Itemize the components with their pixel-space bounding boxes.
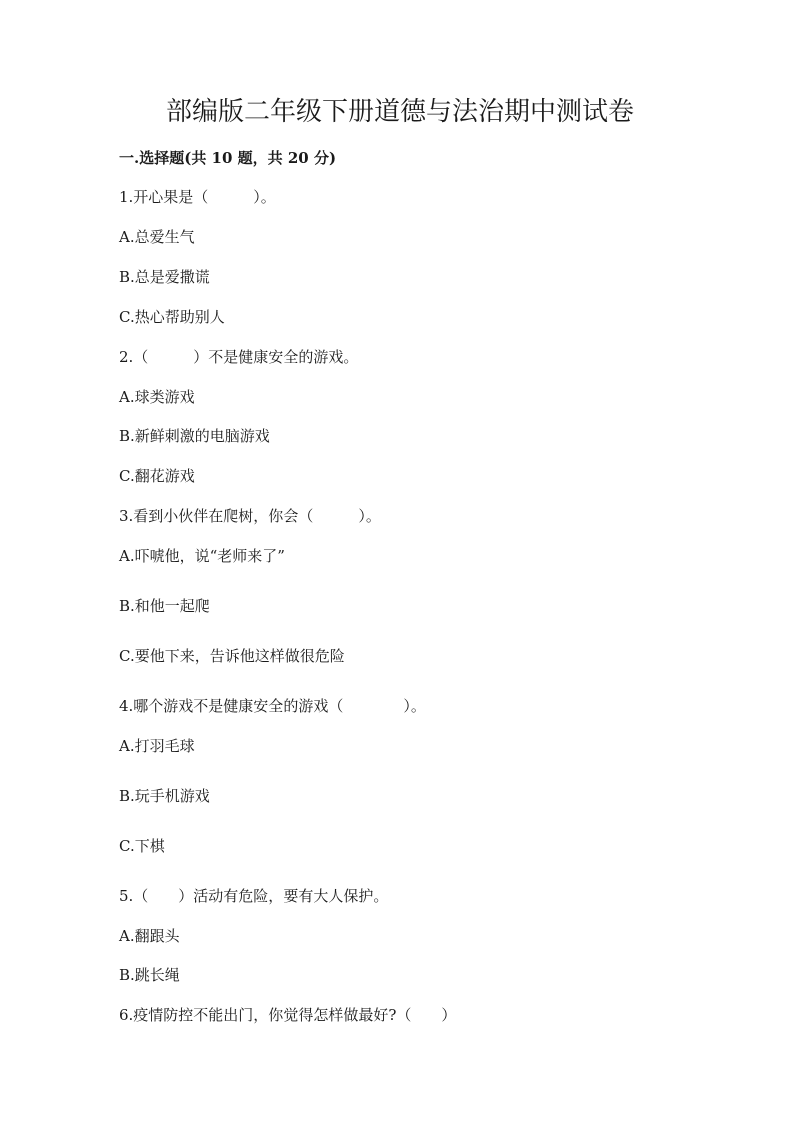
question-3-option-c: C.要他下来，告诉他这样做很危险	[119, 647, 345, 665]
question-2-option-a: A.球类游戏	[119, 388, 195, 406]
question-1-option-b: B.总是爱撒谎	[119, 268, 210, 286]
section-heading: 一.选择题(共 10 题，共 20 分)	[119, 149, 337, 167]
question-1-option-c: C.热心帮助别人	[119, 308, 225, 326]
question-4-option-c: C.下棋	[119, 837, 165, 855]
question-3-option-b: B.和他一起爬	[119, 597, 210, 615]
question-2-option-c: C.翻花游戏	[119, 467, 195, 485]
question-1-option-a: A.总爱生气	[119, 228, 195, 246]
question-3-stem: 3.看到小伙伴在爬树，你会（ ）。	[119, 507, 381, 525]
question-5-option-a: A.翻跟头	[119, 927, 180, 945]
question-1-stem: 1.开心果是（ ）。	[119, 188, 276, 206]
page-title: 部编版二年级下册道德与法治期中测试卷	[165, 97, 634, 127]
question-4-option-a: A.打羽毛球	[119, 737, 195, 755]
question-6-stem: 6.疫情防控不能出门，你觉得怎样做最好?（ ）	[119, 1006, 457, 1024]
question-4-stem: 4.哪个游戏不是健康安全的游戏（ ）。	[119, 697, 426, 715]
question-5-stem: 5.（ ）活动有危险，要有大人保护。	[119, 887, 389, 905]
question-4-option-b: B.玩手机游戏	[119, 787, 210, 805]
question-2-stem: 2.（ ）不是健康安全的游戏。	[119, 348, 359, 366]
question-2-option-b: B.新鲜刺激的电脑游戏	[119, 427, 270, 445]
question-3-option-a: A.吓唬他，说“老师来了”	[119, 547, 285, 565]
question-5-option-b: B.跳长绳	[119, 966, 180, 984]
